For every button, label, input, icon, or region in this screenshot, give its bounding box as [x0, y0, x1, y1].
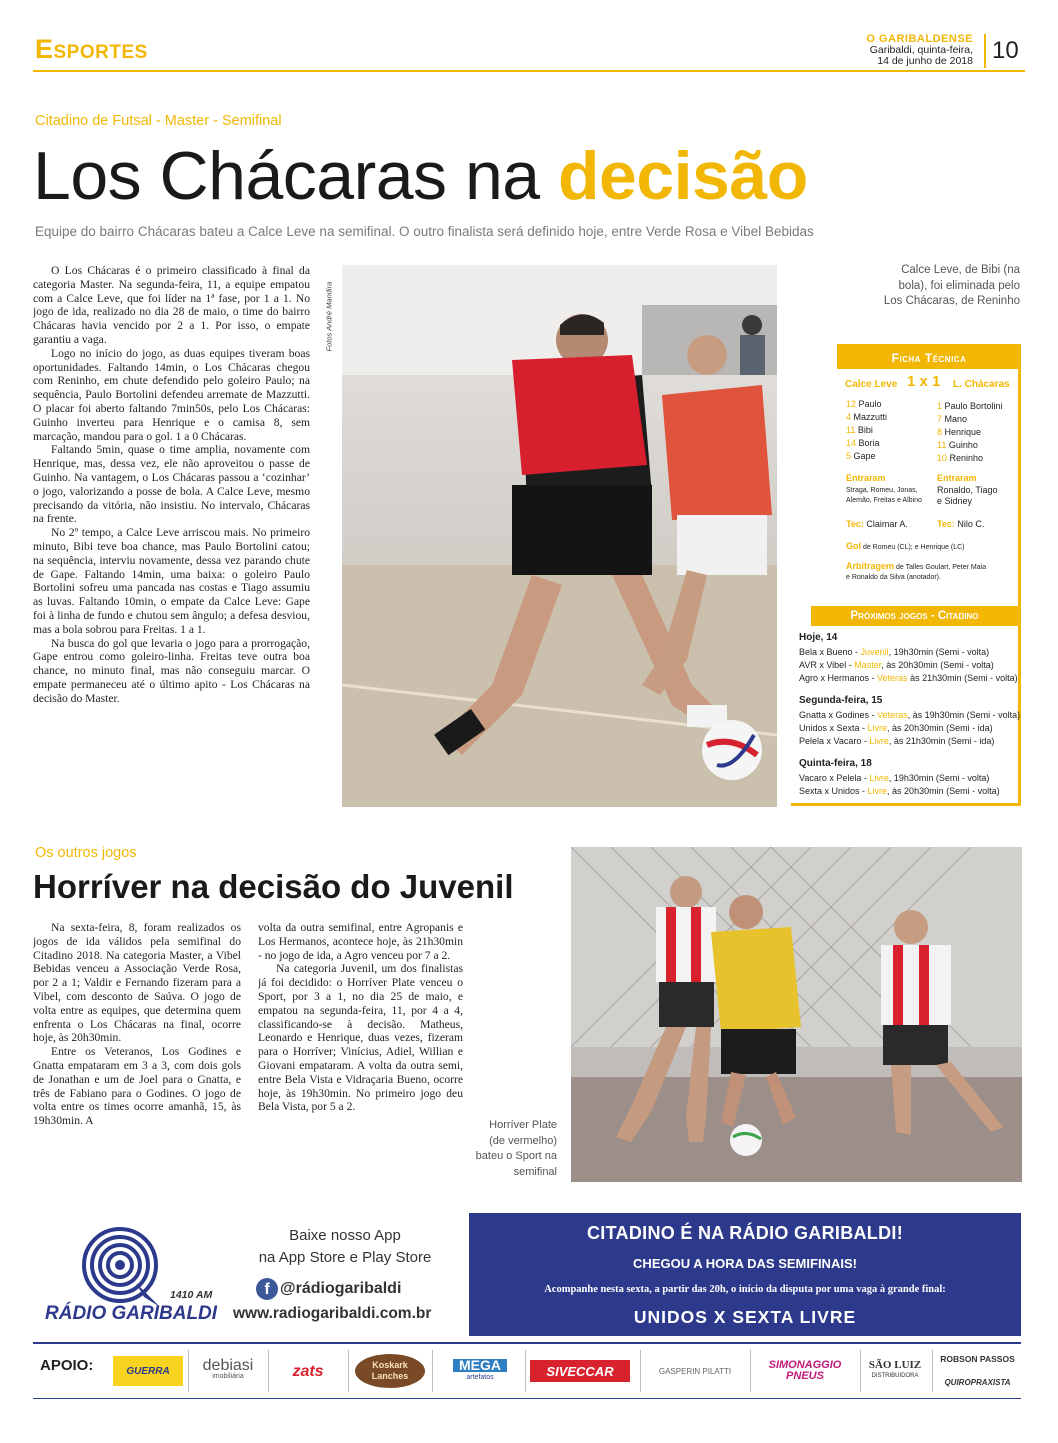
game-time: , às 21h30min (Semi - ida)	[888, 736, 995, 746]
sponsor-divider	[525, 1350, 526, 1392]
ref-text: de Talles Goulart, Peter Maia	[895, 564, 987, 571]
ref-label: Arbitragem	[846, 561, 895, 571]
sponsor-logo-simonaggio: SIMONAGGIO PNEUS	[768, 1359, 842, 1382]
story1-paragraph: Na busca do gol que levaria o jogo para a prorrogação, Gape entrou como goleiro-linha. Freitas teve outra boa chance, no minuto final, mas não conseguiu marcar. O empate permaneceu até o último apito - Los Chácaras na decisão do Master.	[33, 636, 310, 705]
ficha-title: Ficha Técnica	[837, 347, 1021, 369]
player-name: Boria	[858, 438, 880, 448]
banner-match: UNIDOS X SEXTA LIVRE	[633, 1307, 857, 1327]
sponsor-logo-koskark: Koskark Lanches	[355, 1354, 425, 1388]
game-teams: AVR x Vibel -	[799, 660, 855, 670]
sponsor-name: ROBSON PASSOS	[940, 1354, 1015, 1364]
story1-body	[33, 264, 310, 812]
player-number: 5	[846, 451, 852, 461]
sponsor-sub: artefatos	[466, 1374, 494, 1381]
goals-label: Gol	[846, 541, 861, 551]
schedule-game	[799, 710, 1020, 721]
station-frequency: 1410 AM	[170, 1289, 213, 1301]
sponsor-sub: QUIROPRAXISTA	[944, 1378, 1011, 1387]
paper-name: O GARIBALDENSE	[866, 33, 973, 45]
ficha-player-b	[937, 401, 1003, 412]
player-name: Paulo	[858, 399, 882, 409]
ficha-player-a	[846, 399, 882, 410]
ficha-subs-label-a: Entraram	[846, 473, 886, 483]
ficha-subs-b-1: Ronaldo, Tiago	[937, 485, 998, 495]
story1-photo-caption: Calce Leve, de Bibi (na bola), foi eliminada pelo Los Chácaras, de Reninho	[883, 264, 1020, 307]
game-time: , às 20h30min (Semi - volta)	[887, 786, 1000, 796]
schedule-game	[799, 773, 989, 784]
schedule-game	[799, 647, 989, 658]
schedule-game	[799, 786, 1000, 797]
radio-garibaldi-logo	[40, 1225, 225, 1335]
ficha-coach-a	[846, 519, 908, 530]
proximos-jogos-box	[791, 606, 1021, 806]
game-time: , às 19h30min (Semi - volta)	[907, 710, 1021, 720]
story2-paragraph: Entre os Veteranos, Los Godines e Gnatta empataram em 3 a 3, com dois gols de Jonathan e um de Joel para o Gnatta, e três de Fabiano para o Godines. O jogo de volta entre os times ocorre amanhã, 15, às 19h30min. A	[33, 1045, 241, 1128]
goals-text: de Romeu (CL); e Henrique (LC)	[862, 544, 965, 551]
banner-title: CITADINO É NA RÁDIO GARIBALDI!	[587, 1223, 903, 1243]
coach-name: Claimar A.	[866, 519, 908, 529]
ficha-goals	[846, 542, 965, 552]
dateline-city: Garibaldi, quinta-feira,	[869, 44, 973, 56]
ficha-referees-2: e Ronaldo da Silva (anotador).	[846, 574, 941, 581]
ficha-team-a: Calce Leve	[845, 379, 898, 390]
ficha-subs-a-1: Straga, Romeu, Jonas,	[846, 487, 918, 494]
banner-text: Acompanhe nesta sexta, a partir das 20h, o início da disputa por uma vaga à grande final:	[544, 1284, 946, 1295]
game-teams: Unidos x Sexta -	[799, 723, 868, 733]
game-teams: Pelela x Vacaro -	[799, 736, 870, 746]
schedule-game	[799, 660, 994, 671]
headline-highlight: decisão	[557, 138, 808, 214]
story1-paragraph: Faltando 5min, quase o time amplia, novamente com Henrique, mas, dessa vez, ele não aproveitou o passe de Guinho. Na vantagem, o Los Chácaras passou a ‘cozinhar’ o jogo, valorizando a posse de bola. A Calce Leve, mesmo precisando da vitória, não insistiu. No intervalo, Chácaras na frente.	[33, 443, 310, 526]
ficha-player-b	[937, 427, 981, 438]
schedule-day: Hoje, 14	[799, 632, 838, 643]
coach-name: Nilo C.	[957, 519, 985, 529]
game-time: , 19h30min (Semi - volta)	[888, 773, 990, 783]
ficha-tecnica-box	[837, 344, 1021, 609]
game-category: Livre	[869, 773, 889, 783]
ficha-player-a	[846, 451, 876, 462]
game-teams: Agro x Hermanos -	[799, 673, 878, 683]
story1-kicker: Citadino de Futsal - Master - Semifinal	[35, 113, 282, 129]
coach-label: Tec:	[937, 519, 955, 529]
game-category: Juvenil	[860, 647, 889, 657]
game-time: , às 20h30min (Semi - ida)	[887, 723, 993, 733]
futsal-photo-illustration	[571, 847, 1022, 1182]
proximos-title: Próximos jogos - Citadino	[811, 606, 1018, 626]
sponsor-logo-saoluiz	[862, 1350, 928, 1392]
story2-kicker: Os outros jogos	[35, 845, 137, 861]
section-title: Esportes	[35, 34, 148, 64]
facebook-handle[interactable]	[256, 1278, 401, 1300]
sponsor-divider	[640, 1350, 641, 1392]
player-name: Guinho	[948, 440, 978, 450]
photo-credit	[320, 266, 334, 356]
headline-plain: Los Chácaras na	[33, 138, 558, 214]
sponsor-divider	[932, 1350, 933, 1392]
sponsor-name: SÃO LUIZ	[868, 1359, 922, 1371]
sponsor-logo-debiasi	[193, 1350, 263, 1392]
sponsor-logo-robson	[935, 1350, 1020, 1392]
game-teams: Gnatta x Godines -	[799, 710, 878, 720]
masthead	[866, 34, 973, 67]
story1-headline	[33, 138, 808, 214]
ficha-subs-a-2: Alemão, Freitas e Albino	[846, 497, 922, 504]
website-link[interactable]: www.radiogaribaldi.com.br	[233, 1305, 432, 1322]
game-category: Livre	[867, 723, 888, 733]
sponsor-logo-guerra: GUERRA	[113, 1356, 183, 1386]
story2-column-1	[33, 921, 241, 1187]
player-name: Mazzutti	[853, 412, 888, 422]
story1-paragraph: Logo no início do jogo, as duas equipes tiveram boas oportunidades. Faltando 14min, o Los Chácaras chegou com Reninho, em chute defendido pelo goleiro Paulo; na sequência, Paulo Bortolini defendeu arremate de Mazzutti. O placar foi aberto faltando 7min50s, pelo Los Chácaras: Guinho inverteu para Henrique e o camisa 8, sem marcação, mandou para o gol. 1 a 0 Chácaras.	[33, 346, 310, 443]
app-line-2: na App Store e Play Store	[258, 1249, 432, 1266]
ficha-subs-label-b: Entraram	[937, 473, 977, 483]
player-name: Paulo Bortolini	[944, 401, 1003, 411]
coach-label: Tec:	[846, 519, 864, 529]
player-name: Gape	[853, 451, 876, 461]
app-line-1: Baixe nosso App	[289, 1227, 401, 1244]
ficha-player-b	[937, 414, 967, 425]
schedule-day: Segunda-feira, 15	[799, 695, 883, 706]
citadino-radio-banner	[469, 1213, 1021, 1336]
schedule-game	[799, 673, 1018, 684]
sponsor-divider	[348, 1350, 349, 1392]
futsal-photo-illustration	[342, 265, 777, 807]
sponsor-divider	[432, 1350, 433, 1392]
futsal-photo-master	[342, 265, 777, 807]
ficha-player-a	[846, 438, 880, 449]
game-category: Master	[854, 660, 882, 670]
game-category: Veteras	[877, 710, 908, 720]
schedule-day: Quinta-feira, 18	[799, 758, 872, 769]
ficha-player-b	[937, 453, 983, 464]
app-promo	[238, 1225, 452, 1269]
story1-paragraph: No 2º tempo, a Calce Leve arriscou mais. No primeiro minuto, Bibi teve boa chance, mas Paulo Bortolini catou; na sequência, interviu novamente, dessa vez parando chute de Gape. Faltando 14min, uma baixa: o goleiro Paulo Bortolini sofreu uma pancada nas costas e Tiago assumiu as luvas. Faltando 10min, o empate da Calce Leve: Gape foi à linha de fundo e chutou sem ângulo; a defesa desviou, mas a bola sobrou para Freitas. 1 a 1.	[33, 526, 310, 636]
footer-rule	[33, 1398, 1021, 1399]
sponsor-divider	[268, 1350, 269, 1392]
sponsor-sub: imobiliária	[212, 1373, 244, 1380]
player-number: 11	[846, 425, 856, 435]
player-number: 4	[846, 412, 852, 422]
ficha-player-a	[846, 425, 873, 436]
story2-photo-caption: Horríver Plate (de vermelho) bateu o Sport na semifinal	[475, 1119, 557, 1178]
story2-headline: Horríver na decisão do Juvenil	[33, 868, 514, 905]
player-name: Bibi	[857, 425, 873, 435]
story2-paragraph: Na sexta-feira, 8, foram realizados os jogos de ida válidos pela semifinal do Citadino 2018. Na categoria Master, a Vibel Bebidas venceu a Associação Verde Rosa, por 2 a 1; Valdir e Fernando fizeram para a Vibel, com desconto de Saúva. O jogo de volta entre as equipes, que determina quem enfrenta o Los Chácaras na final, ocorre hoje, às 20h30min.	[33, 921, 241, 1045]
sponsor-logo-zats: zats	[292, 1362, 324, 1380]
facebook-handle-text: @rádiogaribaldi	[280, 1280, 402, 1297]
game-time: , 19h30min (Semi - volta)	[888, 647, 990, 657]
game-teams: Vacaro x Pelela -	[799, 773, 870, 783]
player-number: 14	[846, 438, 857, 448]
page-number: 10	[984, 34, 1019, 68]
facebook-icon: f	[256, 1278, 278, 1300]
ficha-coach-b	[937, 519, 984, 530]
dateline-date: 14 de junho de 2018	[877, 55, 973, 67]
player-number: 12	[846, 399, 857, 409]
story1-deck: Equipe do bairro Chácaras bateu a Calce Leve na semifinal. O outro finalista será definido hoje, entre Verde Rosa e Vibel Bebidas	[35, 224, 814, 239]
player-number: 10	[937, 453, 948, 463]
player-number: 1	[937, 401, 943, 411]
schedule-game	[799, 736, 994, 747]
ficha-score: 1 x 1	[907, 373, 941, 390]
ficha-subs-b-2: e Sidney	[937, 496, 973, 506]
ficha-player-b	[937, 440, 978, 451]
apoio-label: APOIO:	[40, 1357, 94, 1374]
story1-paragraph: O Los Chácaras é o primeiro classificado à final da categoria Master. Na segunda-feira, 11, a equipe empatou com a Calce Leve, que foi líder na 1ª fase, por 1 a 1. No jogo de ida, realizado no dia 28 de maio, o time do bairro Chácaras havia vencido por 2 a 1. Por isso, o empate garantiu a vaga.	[33, 264, 310, 346]
story2-paragraph: volta da outra semifinal, entre Agropanis e Los Hermanos, acontece hoje, às 21h30min - no jogo de ida, a Agro venceu por 7 a 2.	[258, 921, 463, 962]
story2-paragraph: Na categoria Juvenil, um dos finalistas já foi decidido: o Horríver Plate venceu o Sport, por 3 a 1, no dia 25 de maio, e empatou na segunda-feira, 11, por 4 a 4, classificando-se à decisão. Matheus, Leonardo e Henrique, duas vezes, fizeram para o Horríver; Vinícius, Adiel, Willian e Giovani empataram. A volta da outra semi, entre Bela Vista e Vidraçaria Bueno, ocorre hoje, às 19h30min. No primeiro jogo deu Bela Vista, por 5 a 2.	[258, 962, 463, 1114]
game-teams: Bela x Bueno -	[799, 647, 861, 657]
header-rule	[33, 70, 1025, 72]
game-category: Veteras	[877, 673, 908, 683]
player-name: Reninho	[949, 453, 984, 463]
sponsor-divider	[188, 1350, 189, 1392]
station-name: RÁDIO GARIBALDI	[45, 1303, 218, 1324]
sponsor-logo-siveccar: SIVECCAR	[530, 1360, 630, 1382]
ficha-team-b: L. Chácaras	[953, 379, 1010, 390]
player-number: 7	[937, 414, 943, 424]
game-category: Livre	[867, 786, 888, 796]
player-name: Henrique	[944, 427, 982, 437]
schedule-game	[799, 723, 993, 734]
player-name: Mano	[944, 414, 968, 424]
ficha-player-a	[846, 412, 887, 423]
photo-credit-text: Fotos André Mandira	[324, 281, 334, 352]
game-time: às 21h30min (Semi - volta)	[907, 673, 1018, 683]
sponsor-divider	[750, 1350, 751, 1392]
game-category: Livre	[869, 736, 889, 746]
sponsor-divider	[860, 1350, 861, 1392]
player-number: 11	[937, 440, 947, 450]
sponsor-name: debiasi	[202, 1357, 254, 1374]
sponsor-logo-gasperin: GASPERIN PILATTI	[658, 1366, 732, 1376]
game-time: , às 20h30min (Semi - volta)	[881, 660, 994, 670]
futsal-photo-juvenil	[571, 847, 1022, 1182]
game-teams: Sexta x Unidos -	[799, 786, 868, 796]
banner-subtitle: CHEGOU A HORA DAS SEMIFINAIS!	[633, 1256, 857, 1271]
sponsor-name: MEGA	[453, 1359, 507, 1372]
player-number: 8	[937, 427, 943, 437]
sponsor-logo-mega	[440, 1350, 520, 1392]
sponsor-sub: DISTRIBUIDORA	[871, 1373, 919, 1379]
story2-column-2	[258, 921, 463, 1187]
ficha-referees	[846, 562, 986, 572]
apoio-rule	[33, 1342, 1021, 1344]
